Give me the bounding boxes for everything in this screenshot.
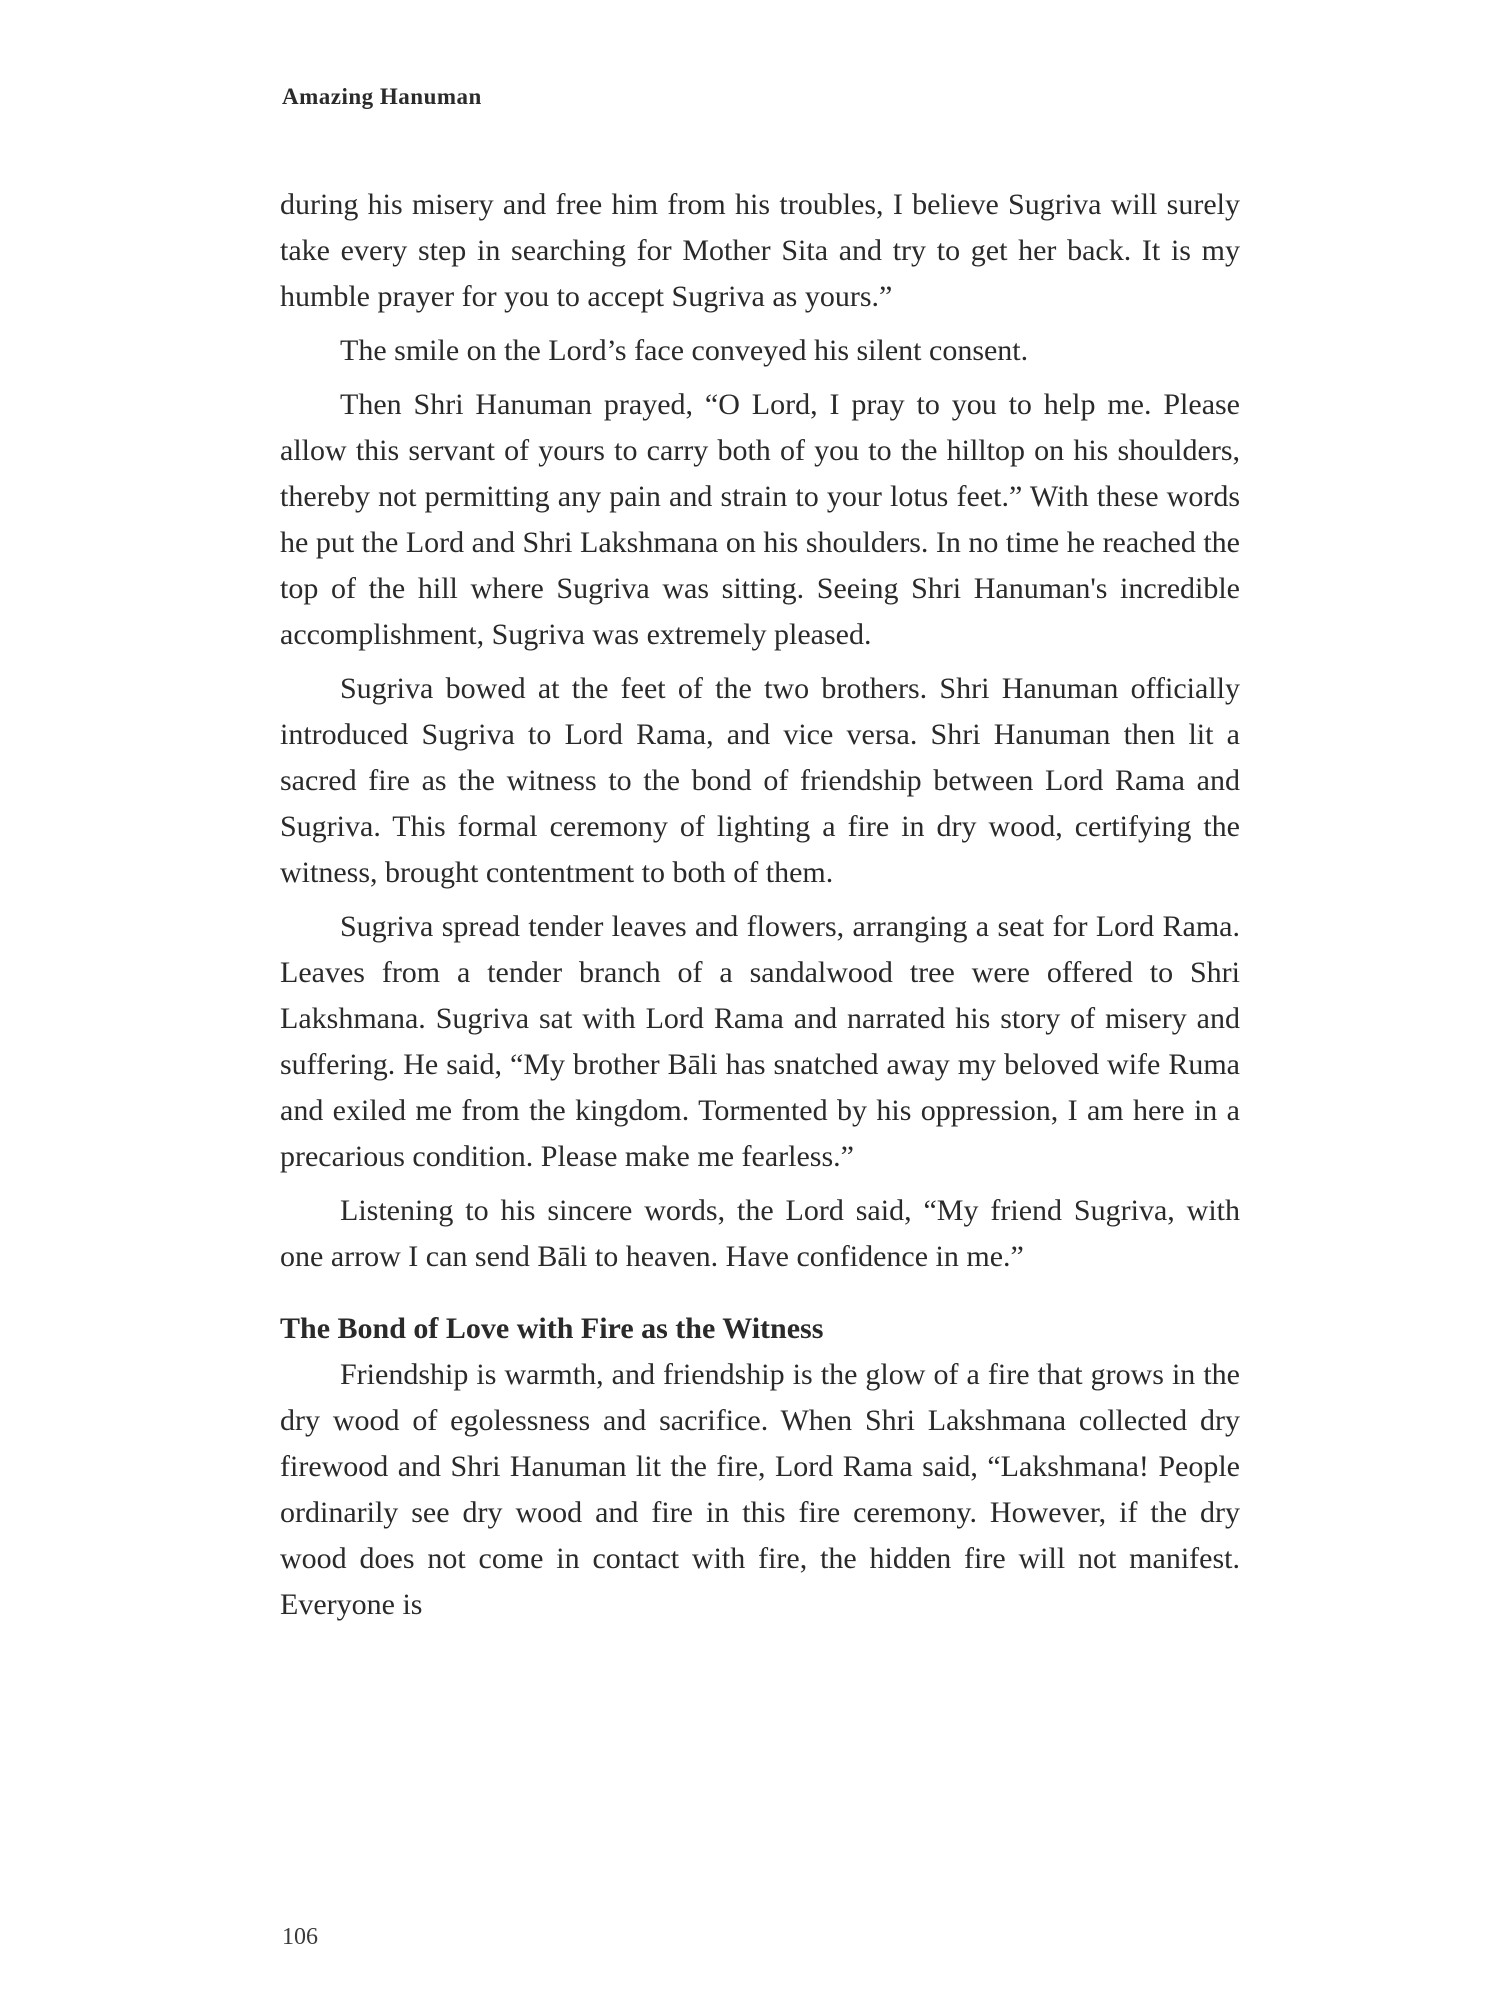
paragraph-continued: during his misery and free him from his troubles, I believe Sugriva will surely take every step in searching for Mother Sita and try to get her back. It is my humble prayer for you to accept Sugriva as yours.” (280, 188, 1240, 313)
section-paragraph: Friendship is warmth, and friendship is the glow of a fire that grows in the dry wood of egolessness and sacrifice. When Shri Lakshmana collected dry firewood and Shri Hanuman lit the fire, Lord Rama said, “Lakshmana! People ordinarily see dry wood and fire in this fire ceremony. However, if the dry wood does not come in contact with fire, the hidden fire will not manifest. Everyone is (280, 1358, 1240, 1621)
paragraph: Then Shri Hanuman prayed, “O Lord, I pray to you to help me. Please allow this servant of yours to carry both of you to the hilltop on his shoulders, thereby not permitting any pain and strain to your lotus feet.” With these words he put the Lord and Shri Lakshmana on his shoulders. In no time he reached the top of the hill where Sugriva was sitting. Seeing Shri Hanuman's incredible accomplishment, Sugriva was extremely pleased. (280, 388, 1240, 651)
running-head: Amazing Hanuman (282, 84, 482, 109)
section-heading: The Bond of Love with Fire as the Witness (280, 1312, 824, 1345)
paragraph: Sugriva spread tender leaves and flowers, arranging a seat for Lord Rama. Leaves from a tender branch of a sandalwood tree were offered to Shri Lakshmana. Sugriva sat with Lord Rama and narrated his story of misery and suffering. He said, “My brother Bāli has snatched away my beloved wife Ruma and exiled me from the kingdom. Tormented by his oppression, I am here in a precarious condition. Please make me fearless.” (280, 910, 1240, 1173)
paragraph: Sugriva bowed at the feet of the two brothers. Shri Hanuman officially introduced Sugriva to Lord Rama, and vice versa. Shri Hanuman then lit a sacred fire as the witness to the bond of friendship between Lord Rama and Sugriva. This formal ceremony of lighting a fire in dry wood, certifying the witness, brought contentment to both of them. (280, 672, 1240, 889)
paragraph: Listening to his sincere words, the Lord said, “My friend Sugriva, with one arrow I can send Bāli to heaven. Have confidence in me.” (280, 1194, 1240, 1273)
body-text (280, 182, 1240, 1636)
paragraph: The smile on the Lord’s face conveyed his silent consent. (340, 334, 1029, 367)
page-number: 106 (282, 1924, 318, 1950)
